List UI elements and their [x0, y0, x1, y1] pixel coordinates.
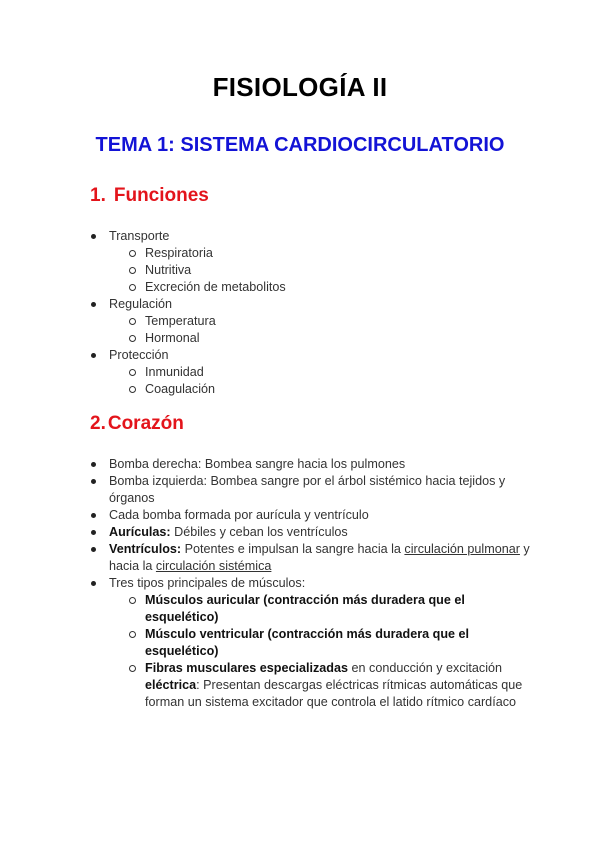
bullet-dot [91, 581, 96, 586]
section-heading-text: Corazón [107, 413, 184, 434]
sub-list-item [90, 592, 540, 626]
sub-list-item [90, 626, 540, 660]
list-item-text: Hormonal [145, 331, 200, 345]
bullet-dot [91, 479, 96, 484]
sub-list-item [90, 262, 540, 279]
sub-list-item [90, 381, 540, 398]
list-item-text: Coagulación [145, 382, 216, 396]
bullet-circle [129, 267, 136, 274]
list-item-text: : Presentan descargas eléctricas rítmicas automáticas que forman un sistema excitador que controla el latido rítmico cardíaco [145, 678, 523, 709]
link-circulacion-sistemica[interactable]: circulación sistémica [155, 559, 272, 573]
bullet-dot [91, 353, 96, 358]
bullet-circle [129, 250, 136, 257]
bullet-dot [91, 302, 96, 307]
list-item [90, 228, 540, 245]
term-auriculas: Aurículas: [109, 525, 171, 539]
sub-list-item [90, 330, 540, 347]
list-item-text: y hacia la [109, 542, 530, 573]
section-number: 1. [90, 185, 106, 206]
bullet-circle [129, 665, 136, 672]
bullet-dot [91, 234, 96, 239]
list-item [90, 524, 540, 541]
list-item [90, 541, 540, 575]
list-item [90, 507, 540, 524]
term-ventriculos: Ventrículos: [109, 542, 182, 556]
term-electrica: eléctrica [145, 678, 197, 692]
list-item-text: Respiratoria [145, 246, 213, 260]
term-fibras: Fibras musculares especializadas [145, 661, 349, 675]
list-item [90, 296, 540, 313]
list-item-text: Bomba derecha: Bombea sangre hacia los pulmones [109, 457, 406, 471]
document-title: FISIOLOGÍA II [212, 72, 388, 102]
list-item-text: Nutritiva [145, 263, 192, 277]
section-heading-funciones [90, 185, 209, 207]
sub-list-item [90, 660, 540, 711]
bullet-circle [129, 597, 136, 604]
bullet-dot [91, 530, 96, 535]
list-item-text: Músculos auricular (contracción más duradera que el esquelético) [145, 593, 465, 624]
list-item-text: Potentes e impulsan la sangre hacia la [181, 542, 405, 556]
list-item-text: Excreción de metabolitos [145, 280, 286, 294]
bullet-circle [129, 318, 136, 325]
bullet-dot [91, 513, 96, 518]
funciones-list [90, 228, 540, 398]
link-circulacion-pulmonar[interactable]: circulación pulmonar [404, 542, 520, 556]
bullet-circle [129, 631, 136, 638]
list-item-text: Protección [109, 348, 169, 362]
bullet-dot [91, 462, 96, 467]
list-item-text: Tres tipos principales de músculos: [109, 576, 306, 590]
list-item [90, 456, 540, 473]
list-item-text: Bomba izquierda: Bombea sangre por el árbol sistémico hacia tejidos y órganos [109, 474, 506, 505]
list-item-text: Músculo ventricular (contracción más duradera que el esquelético) [145, 627, 470, 658]
list-item [90, 347, 540, 364]
list-item [90, 575, 540, 592]
bullet-circle [129, 284, 136, 291]
section-number: 2. [90, 413, 106, 434]
sub-list-item [90, 313, 540, 330]
list-item-text: en conducción y excitación [348, 661, 503, 675]
bullet-circle [129, 386, 136, 393]
section-heading-text: Funciones [113, 185, 209, 206]
list-item-text: Regulación [109, 297, 173, 311]
corazon-list [90, 456, 540, 711]
list-item [90, 473, 540, 507]
bullet-circle [129, 335, 136, 342]
sub-list-item [90, 364, 540, 381]
sub-list-item [90, 245, 540, 262]
section-heading-corazon [90, 413, 184, 435]
bullet-circle [129, 369, 136, 376]
list-item-text: Transporte [109, 229, 170, 243]
list-item-text: Débiles y ceban los ventrículos [170, 525, 348, 539]
list-item-text: Temperatura [145, 314, 216, 328]
sub-list-item [90, 279, 540, 296]
list-item-text: Inmunidad [145, 365, 204, 379]
document-subtitle: TEMA 1: SISTEMA CARDIOCIRCULATORIO [95, 134, 505, 156]
bullet-dot [91, 547, 96, 552]
list-item-text: Cada bomba formada por aurícula y ventrículo [109, 508, 369, 522]
